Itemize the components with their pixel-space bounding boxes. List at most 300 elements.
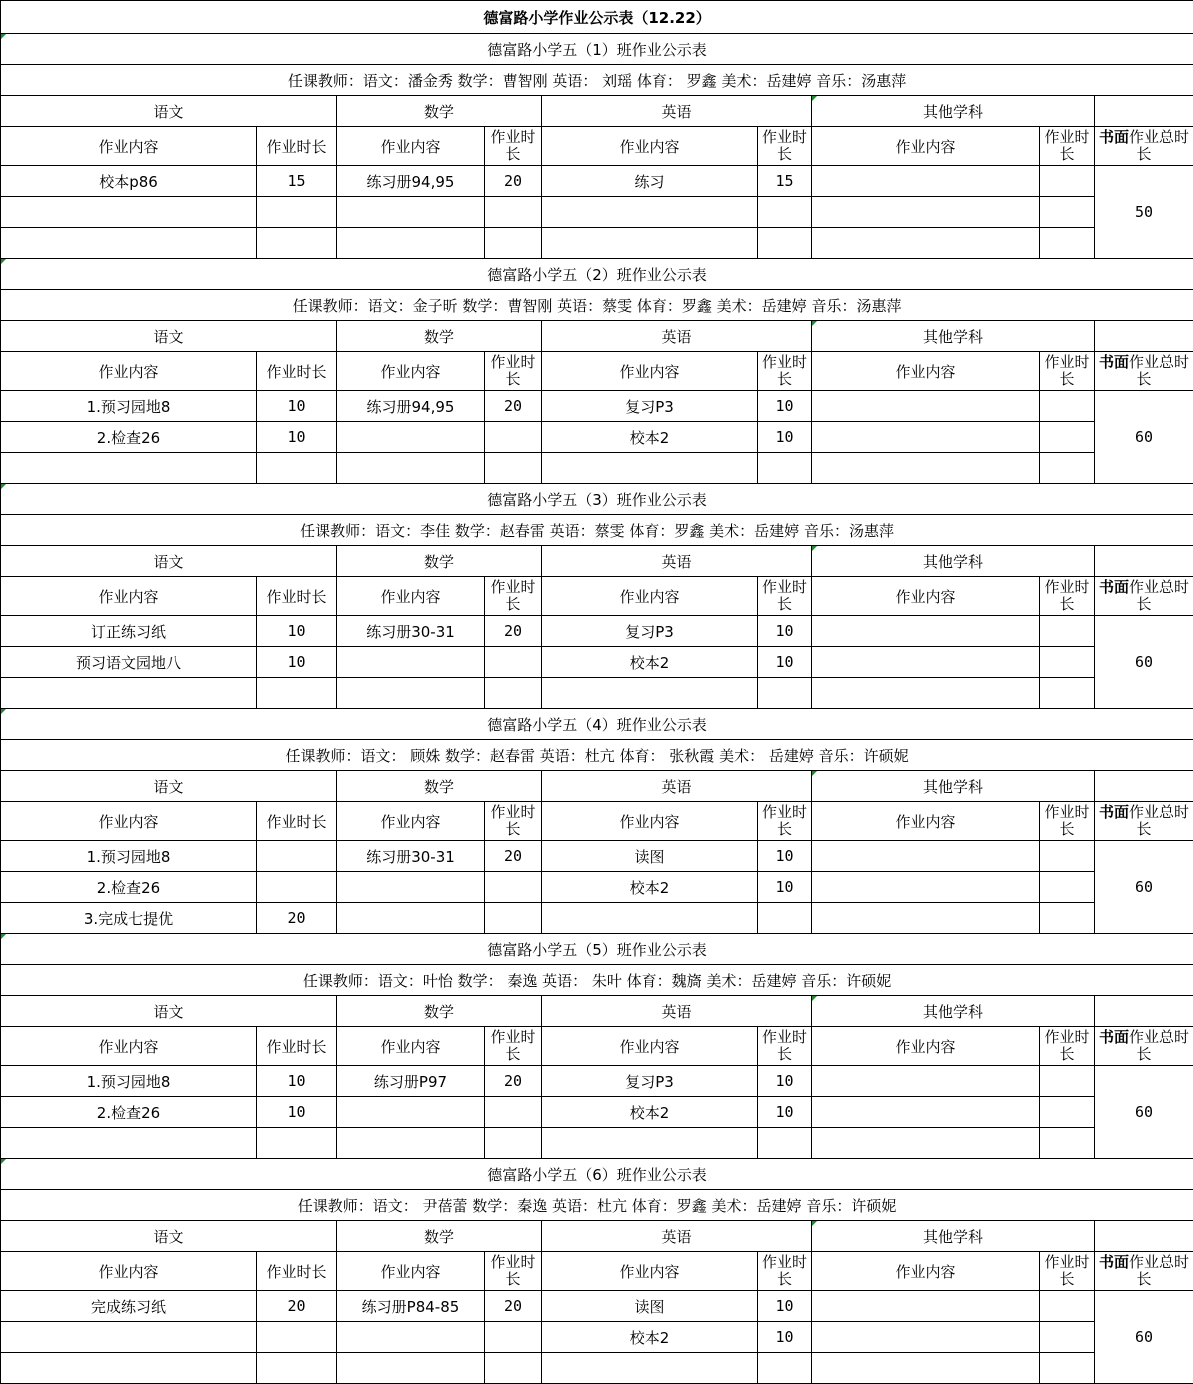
other-duration-cell bbox=[1040, 647, 1095, 678]
total-duration-value: 60 bbox=[1095, 841, 1193, 934]
subject-math: 数学 bbox=[337, 546, 542, 577]
other-duration-header: 作业时长 bbox=[1040, 127, 1095, 166]
math-content-cell bbox=[337, 647, 485, 678]
english-duration-header: 作业时长 bbox=[758, 577, 812, 616]
subject-blank bbox=[1095, 771, 1193, 802]
english-content-cell bbox=[542, 1128, 758, 1159]
total-duration-header bbox=[1095, 127, 1193, 166]
other-duration-header: 作业时长 bbox=[1040, 1252, 1095, 1291]
table-row bbox=[1, 1128, 1193, 1159]
english-content-header: 作业内容 bbox=[542, 1027, 758, 1066]
total-duration-value: 60 bbox=[1095, 1066, 1193, 1159]
total-duration-header bbox=[1095, 352, 1193, 391]
english-content-header: 作业内容 bbox=[542, 1252, 758, 1291]
subject-english: 英语 bbox=[542, 1221, 812, 1252]
chinese-duration-header: 作业时长 bbox=[257, 577, 337, 616]
table-row bbox=[1, 903, 1193, 934]
table-row bbox=[1, 391, 1193, 422]
english-content-cell: 校本2 bbox=[542, 872, 758, 903]
english-content-cell bbox=[542, 228, 758, 259]
subject-header-row bbox=[1, 996, 1193, 1027]
other-content-header: 作业内容 bbox=[812, 1252, 1040, 1291]
table-row bbox=[1, 647, 1193, 678]
english-content-cell: 校本2 bbox=[542, 422, 758, 453]
subject-math: 数学 bbox=[337, 771, 542, 802]
other-duration-cell bbox=[1040, 166, 1095, 197]
english-content-cell bbox=[542, 197, 758, 228]
total-header-bold: 书面 bbox=[1099, 1028, 1129, 1046]
total-duration-header bbox=[1095, 1252, 1193, 1291]
english-duration-cell bbox=[758, 197, 812, 228]
math-duration-cell bbox=[485, 422, 542, 453]
math-duration-cell bbox=[485, 1353, 542, 1384]
math-content-header: 作业内容 bbox=[337, 352, 485, 391]
class-title: 德富路小学五（4）班作业公示表 bbox=[1, 709, 1193, 740]
chinese-duration-cell bbox=[257, 1322, 337, 1353]
chinese-content-cell: 2.检查26 bbox=[1, 422, 257, 453]
table-row bbox=[1, 1322, 1193, 1353]
chinese-content-header: 作业内容 bbox=[1, 352, 257, 391]
math-content-cell bbox=[337, 422, 485, 453]
total-duration-value: 60 bbox=[1095, 1291, 1193, 1384]
teachers-row bbox=[1, 1190, 1193, 1221]
total-header-rest: 作业总时长 bbox=[1129, 1253, 1189, 1288]
english-duration-cell: 10 bbox=[758, 616, 812, 647]
math-content-cell bbox=[337, 872, 485, 903]
math-content-cell: 练习册94,95 bbox=[337, 391, 485, 422]
total-header-rest: 作业总时长 bbox=[1129, 128, 1189, 163]
table-row bbox=[1, 841, 1193, 872]
math-duration-cell bbox=[485, 197, 542, 228]
english-duration-cell: 10 bbox=[758, 1097, 812, 1128]
english-content-cell: 校本2 bbox=[542, 1097, 758, 1128]
english-content-cell bbox=[542, 1353, 758, 1384]
other-duration-cell bbox=[1040, 453, 1095, 484]
table-row bbox=[1, 872, 1193, 903]
cell-comment-marker bbox=[812, 1221, 817, 1226]
other-duration-header: 作业时长 bbox=[1040, 352, 1095, 391]
english-duration-cell: 10 bbox=[758, 1291, 812, 1322]
class-title: 德富路小学五（1）班作业公示表 bbox=[1, 34, 1193, 65]
other-duration-cell bbox=[1040, 1128, 1095, 1159]
teachers-line: 任课教师：语文：潘金秀 数学：曹智刚 英语： 刘瑶 体育： 罗鑫 美术：岳建婷 音乐：汤惠萍 bbox=[1, 65, 1193, 96]
english-duration-cell bbox=[758, 453, 812, 484]
total-header-bold: 书面 bbox=[1099, 803, 1129, 821]
chinese-duration-cell bbox=[257, 228, 337, 259]
chinese-content-header: 作业内容 bbox=[1, 802, 257, 841]
english-content-header: 作业内容 bbox=[542, 577, 758, 616]
other-content-header: 作业内容 bbox=[812, 127, 1040, 166]
english-content-cell: 复习P3 bbox=[542, 391, 758, 422]
other-duration-cell bbox=[1040, 391, 1095, 422]
english-content-cell: 复习P3 bbox=[542, 616, 758, 647]
math-duration-header: 作业时长 bbox=[485, 802, 542, 841]
chinese-duration-cell: 20 bbox=[257, 903, 337, 934]
cell-comment-marker bbox=[1, 484, 6, 489]
chinese-content-header: 作业内容 bbox=[1, 1027, 257, 1066]
english-duration-header: 作业时长 bbox=[758, 352, 812, 391]
math-duration-header: 作业时长 bbox=[485, 352, 542, 391]
page-title: 德富路小学作业公示表（12.22） bbox=[1, 1, 1193, 34]
table-row bbox=[1, 228, 1193, 259]
other-content-cell bbox=[812, 1322, 1040, 1353]
chinese-content-cell bbox=[1, 197, 257, 228]
english-duration-cell: 10 bbox=[758, 1066, 812, 1097]
teachers-row bbox=[1, 515, 1193, 546]
other-duration-cell bbox=[1040, 422, 1095, 453]
column-header-row bbox=[1, 1252, 1193, 1291]
math-duration-cell bbox=[485, 903, 542, 934]
subject-math: 数学 bbox=[337, 321, 542, 352]
math-duration-cell: 20 bbox=[485, 616, 542, 647]
subject-chinese: 语文 bbox=[1, 1221, 337, 1252]
english-content-cell: 校本2 bbox=[542, 1322, 758, 1353]
other-duration-cell bbox=[1040, 1353, 1095, 1384]
english-duration-cell bbox=[758, 1353, 812, 1384]
table-row bbox=[1, 678, 1193, 709]
table-row bbox=[1, 453, 1193, 484]
teachers-line: 任课教师：语文：金子昕 数学：曹智刚 英语：蔡雯 体育：罗鑫 美术：岳建婷 音乐：汤惠萍 bbox=[1, 290, 1193, 321]
teachers-row bbox=[1, 740, 1193, 771]
cell-comment-marker bbox=[812, 96, 817, 101]
chinese-duration-header: 作业时长 bbox=[257, 352, 337, 391]
english-content-header: 作业内容 bbox=[542, 127, 758, 166]
chinese-duration-cell bbox=[257, 678, 337, 709]
math-duration-cell bbox=[485, 1322, 542, 1353]
english-duration-cell: 10 bbox=[758, 872, 812, 903]
math-content-header: 作业内容 bbox=[337, 1252, 485, 1291]
english-duration-cell: 10 bbox=[758, 841, 812, 872]
class-title-row bbox=[1, 1159, 1193, 1190]
class-title: 德富路小学五（5）班作业公示表 bbox=[1, 934, 1193, 965]
subject-english: 英语 bbox=[542, 546, 812, 577]
math-duration-cell: 20 bbox=[485, 1291, 542, 1322]
chinese-duration-cell bbox=[257, 1353, 337, 1384]
table-row bbox=[1, 1291, 1193, 1322]
subject-english: 英语 bbox=[542, 771, 812, 802]
column-header-row bbox=[1, 127, 1193, 166]
column-header-row bbox=[1, 1027, 1193, 1066]
math-duration-cell: 20 bbox=[485, 166, 542, 197]
other-duration-cell bbox=[1040, 1097, 1095, 1128]
chinese-duration-header: 作业时长 bbox=[257, 127, 337, 166]
teachers-line: 任课教师：语文：李佳 数学：赵春雷 英语：蔡雯 体育：罗鑫 美术：岳建婷 音乐：汤惠萍 bbox=[1, 515, 1193, 546]
subject-other: 其他学科 bbox=[812, 771, 1095, 802]
english-duration-header: 作业时长 bbox=[758, 802, 812, 841]
chinese-content-cell: 3.完成七提优 bbox=[1, 903, 257, 934]
other-content-cell bbox=[812, 647, 1040, 678]
english-duration-cell bbox=[758, 228, 812, 259]
subject-chinese: 语文 bbox=[1, 96, 337, 127]
chinese-content-cell bbox=[1, 1353, 257, 1384]
class-title: 德富路小学五（6）班作业公示表 bbox=[1, 1159, 1193, 1190]
chinese-duration-header: 作业时长 bbox=[257, 1027, 337, 1066]
chinese-duration-cell bbox=[257, 197, 337, 228]
other-duration-cell bbox=[1040, 872, 1095, 903]
chinese-content-cell: 校本p86 bbox=[1, 166, 257, 197]
math-content-cell bbox=[337, 1322, 485, 1353]
teachers-row bbox=[1, 965, 1193, 996]
teachers-line: 任课教师：语文：叶怡 数学： 秦逸 英语： 朱叶 体育：魏旖 美术：岳建婷 音乐：许硕妮 bbox=[1, 965, 1193, 996]
total-duration-header bbox=[1095, 577, 1193, 616]
column-header-row bbox=[1, 352, 1193, 391]
math-content-header: 作业内容 bbox=[337, 1027, 485, 1066]
chinese-content-cell: 订正练习纸 bbox=[1, 616, 257, 647]
other-content-cell bbox=[812, 453, 1040, 484]
other-content-header: 作业内容 bbox=[812, 352, 1040, 391]
other-duration-header: 作业时长 bbox=[1040, 1027, 1095, 1066]
total-duration-header bbox=[1095, 1027, 1193, 1066]
subject-math: 数学 bbox=[337, 96, 542, 127]
cell-comment-marker bbox=[1, 34, 6, 39]
english-content-header: 作业内容 bbox=[542, 802, 758, 841]
english-content-header: 作业内容 bbox=[542, 352, 758, 391]
math-content-cell bbox=[337, 453, 485, 484]
math-content-cell: 练习册P97 bbox=[337, 1066, 485, 1097]
chinese-duration-cell: 10 bbox=[257, 1097, 337, 1128]
total-header-bold: 书面 bbox=[1099, 1253, 1129, 1271]
english-duration-cell: 15 bbox=[758, 166, 812, 197]
english-content-cell bbox=[542, 453, 758, 484]
chinese-duration-cell bbox=[257, 453, 337, 484]
math-content-cell: 练习册P84-85 bbox=[337, 1291, 485, 1322]
english-duration-cell: 10 bbox=[758, 1322, 812, 1353]
other-duration-cell bbox=[1040, 616, 1095, 647]
subject-other: 其他学科 bbox=[812, 546, 1095, 577]
chinese-duration-cell: 10 bbox=[257, 391, 337, 422]
chinese-duration-cell: 10 bbox=[257, 1066, 337, 1097]
other-content-cell bbox=[812, 841, 1040, 872]
total-header-bold: 书面 bbox=[1099, 578, 1129, 596]
chinese-duration-cell bbox=[257, 841, 337, 872]
math-duration-cell bbox=[485, 678, 542, 709]
math-duration-header: 作业时长 bbox=[485, 1027, 542, 1066]
math-duration-cell: 20 bbox=[485, 1066, 542, 1097]
chinese-content-cell: 2.检查26 bbox=[1, 872, 257, 903]
other-duration-cell bbox=[1040, 841, 1095, 872]
english-content-cell bbox=[542, 903, 758, 934]
chinese-duration-header: 作业时长 bbox=[257, 1252, 337, 1291]
other-content-cell bbox=[812, 1066, 1040, 1097]
math-duration-cell: 20 bbox=[485, 391, 542, 422]
english-duration-cell: 10 bbox=[758, 647, 812, 678]
chinese-content-header: 作业内容 bbox=[1, 1252, 257, 1291]
english-duration-header: 作业时长 bbox=[758, 1252, 812, 1291]
total-header-bold: 书面 bbox=[1099, 353, 1129, 371]
math-content-cell: 练习册94,95 bbox=[337, 166, 485, 197]
total-duration-value: 60 bbox=[1095, 616, 1193, 709]
teachers-line: 任课教师：语文： 顾姝 数学：赵春雷 英语：杜亢 体育： 张秋霞 美术： 岳建婷 音乐：许硕妮 bbox=[1, 740, 1193, 771]
math-content-header: 作业内容 bbox=[337, 802, 485, 841]
table-row bbox=[1, 197, 1193, 228]
english-content-cell: 练习 bbox=[542, 166, 758, 197]
subject-blank bbox=[1095, 321, 1193, 352]
other-content-cell bbox=[812, 422, 1040, 453]
math-duration-header: 作业时长 bbox=[485, 577, 542, 616]
math-duration-cell bbox=[485, 647, 542, 678]
english-content-cell bbox=[542, 678, 758, 709]
chinese-duration-cell: 10 bbox=[257, 422, 337, 453]
other-duration-cell bbox=[1040, 1291, 1095, 1322]
total-header-bold: 书面 bbox=[1099, 128, 1129, 146]
chinese-content-cell: 完成练习纸 bbox=[1, 1291, 257, 1322]
subject-chinese: 语文 bbox=[1, 771, 337, 802]
english-duration-header: 作业时长 bbox=[758, 1027, 812, 1066]
cell-comment-marker bbox=[812, 546, 817, 551]
subject-chinese: 语文 bbox=[1, 546, 337, 577]
table-row bbox=[1, 1097, 1193, 1128]
math-duration-cell: 20 bbox=[485, 841, 542, 872]
math-content-header: 作业内容 bbox=[337, 127, 485, 166]
math-content-cell: 练习册30-31 bbox=[337, 616, 485, 647]
subject-other: 其他学科 bbox=[812, 96, 1095, 127]
other-content-cell bbox=[812, 228, 1040, 259]
other-duration-cell bbox=[1040, 197, 1095, 228]
english-duration-cell bbox=[758, 903, 812, 934]
subject-blank bbox=[1095, 996, 1193, 1027]
total-header-rest: 作业总时长 bbox=[1129, 578, 1189, 613]
math-content-cell: 练习册30-31 bbox=[337, 841, 485, 872]
chinese-content-header: 作业内容 bbox=[1, 127, 257, 166]
chinese-content-cell: 1.预习园地8 bbox=[1, 1066, 257, 1097]
subject-blank bbox=[1095, 96, 1193, 127]
chinese-duration-header: 作业时长 bbox=[257, 802, 337, 841]
chinese-content-cell: 预习语文园地八 bbox=[1, 647, 257, 678]
class-title: 德富路小学五（2）班作业公示表 bbox=[1, 259, 1193, 290]
chinese-content-cell bbox=[1, 1322, 257, 1353]
teachers-line: 任课教师：语文： 尹蓓蕾 数学：秦逸 英语：杜亢 体育：罗鑫 美术：岳建婷 音乐：许硕妮 bbox=[1, 1190, 1193, 1221]
chinese-content-cell bbox=[1, 1128, 257, 1159]
chinese-content-header: 作业内容 bbox=[1, 577, 257, 616]
other-content-cell bbox=[812, 1097, 1040, 1128]
table-row bbox=[1, 1066, 1193, 1097]
class-title-row bbox=[1, 934, 1193, 965]
math-duration-cell bbox=[485, 453, 542, 484]
other-duration-cell bbox=[1040, 678, 1095, 709]
chinese-content-cell: 1.预习园地8 bbox=[1, 391, 257, 422]
english-duration-cell: 10 bbox=[758, 391, 812, 422]
english-content-cell: 读图 bbox=[542, 841, 758, 872]
english-duration-cell: 10 bbox=[758, 422, 812, 453]
total-duration-value: 50 bbox=[1095, 166, 1193, 259]
subject-blank bbox=[1095, 1221, 1193, 1252]
other-content-cell bbox=[812, 1291, 1040, 1322]
other-duration-cell bbox=[1040, 903, 1095, 934]
subject-header-row bbox=[1, 771, 1193, 802]
math-duration-cell bbox=[485, 1128, 542, 1159]
subject-math: 数学 bbox=[337, 1221, 542, 1252]
class-title: 德富路小学五（3）班作业公示表 bbox=[1, 484, 1193, 515]
math-content-header: 作业内容 bbox=[337, 577, 485, 616]
chinese-content-cell: 2.检查26 bbox=[1, 1097, 257, 1128]
subject-english: 英语 bbox=[542, 996, 812, 1027]
other-duration-header: 作业时长 bbox=[1040, 802, 1095, 841]
cell-comment-marker bbox=[1, 259, 6, 264]
subject-header-row bbox=[1, 96, 1193, 127]
subject-header-row bbox=[1, 321, 1193, 352]
cell-comment-marker bbox=[812, 996, 817, 1001]
english-content-cell: 读图 bbox=[542, 1291, 758, 1322]
other-content-cell bbox=[812, 678, 1040, 709]
math-content-cell bbox=[337, 228, 485, 259]
chinese-duration-cell bbox=[257, 872, 337, 903]
math-content-cell bbox=[337, 678, 485, 709]
math-content-cell bbox=[337, 197, 485, 228]
math-duration-header: 作业时长 bbox=[485, 127, 542, 166]
class-title-row bbox=[1, 709, 1193, 740]
total-duration-value: 60 bbox=[1095, 391, 1193, 484]
other-content-cell bbox=[812, 166, 1040, 197]
table-row bbox=[1, 166, 1193, 197]
english-duration-header: 作业时长 bbox=[758, 127, 812, 166]
other-duration-cell bbox=[1040, 1066, 1095, 1097]
subject-math: 数学 bbox=[337, 996, 542, 1027]
other-content-header: 作业内容 bbox=[812, 577, 1040, 616]
math-duration-header: 作业时长 bbox=[485, 1252, 542, 1291]
cell-comment-marker bbox=[812, 321, 817, 326]
english-content-cell: 复习P3 bbox=[542, 1066, 758, 1097]
chinese-duration-cell: 15 bbox=[257, 166, 337, 197]
subject-blank bbox=[1095, 546, 1193, 577]
other-duration-cell bbox=[1040, 1322, 1095, 1353]
other-content-cell bbox=[812, 1128, 1040, 1159]
chinese-duration-cell: 10 bbox=[257, 647, 337, 678]
total-duration-header bbox=[1095, 802, 1193, 841]
total-header-rest: 作业总时长 bbox=[1129, 803, 1189, 838]
teachers-row bbox=[1, 290, 1193, 321]
cell-comment-marker bbox=[812, 771, 817, 776]
column-header-row bbox=[1, 802, 1193, 841]
other-duration-cell bbox=[1040, 228, 1095, 259]
other-content-cell bbox=[812, 616, 1040, 647]
cell-comment-marker bbox=[1, 709, 6, 714]
subject-chinese: 语文 bbox=[1, 996, 337, 1027]
english-duration-cell bbox=[758, 678, 812, 709]
chinese-duration-cell: 20 bbox=[257, 1291, 337, 1322]
class-title-row bbox=[1, 484, 1193, 515]
subject-other: 其他学科 bbox=[812, 321, 1095, 352]
chinese-content-cell bbox=[1, 453, 257, 484]
other-content-cell bbox=[812, 1353, 1040, 1384]
english-content-cell: 校本2 bbox=[542, 647, 758, 678]
other-content-header: 作业内容 bbox=[812, 802, 1040, 841]
cell-comment-marker bbox=[1, 1159, 6, 1164]
other-content-cell bbox=[812, 391, 1040, 422]
total-header-rest: 作业总时长 bbox=[1129, 1028, 1189, 1063]
other-content-cell bbox=[812, 903, 1040, 934]
subject-header-row bbox=[1, 546, 1193, 577]
chinese-duration-cell: 10 bbox=[257, 616, 337, 647]
other-content-cell bbox=[812, 197, 1040, 228]
class-title-row bbox=[1, 259, 1193, 290]
math-duration-cell bbox=[485, 872, 542, 903]
chinese-content-cell bbox=[1, 678, 257, 709]
subject-chinese: 语文 bbox=[1, 321, 337, 352]
chinese-duration-cell bbox=[257, 1128, 337, 1159]
subject-other: 其他学科 bbox=[812, 996, 1095, 1027]
chinese-content-cell bbox=[1, 228, 257, 259]
math-content-cell bbox=[337, 1097, 485, 1128]
math-content-cell bbox=[337, 1128, 485, 1159]
table-row bbox=[1, 422, 1193, 453]
total-header-rest: 作业总时长 bbox=[1129, 353, 1189, 388]
subject-other: 其他学科 bbox=[812, 1221, 1095, 1252]
table-row bbox=[1, 616, 1193, 647]
column-header-row bbox=[1, 577, 1193, 616]
teachers-row bbox=[1, 65, 1193, 96]
math-content-cell bbox=[337, 903, 485, 934]
other-content-header: 作业内容 bbox=[812, 1027, 1040, 1066]
